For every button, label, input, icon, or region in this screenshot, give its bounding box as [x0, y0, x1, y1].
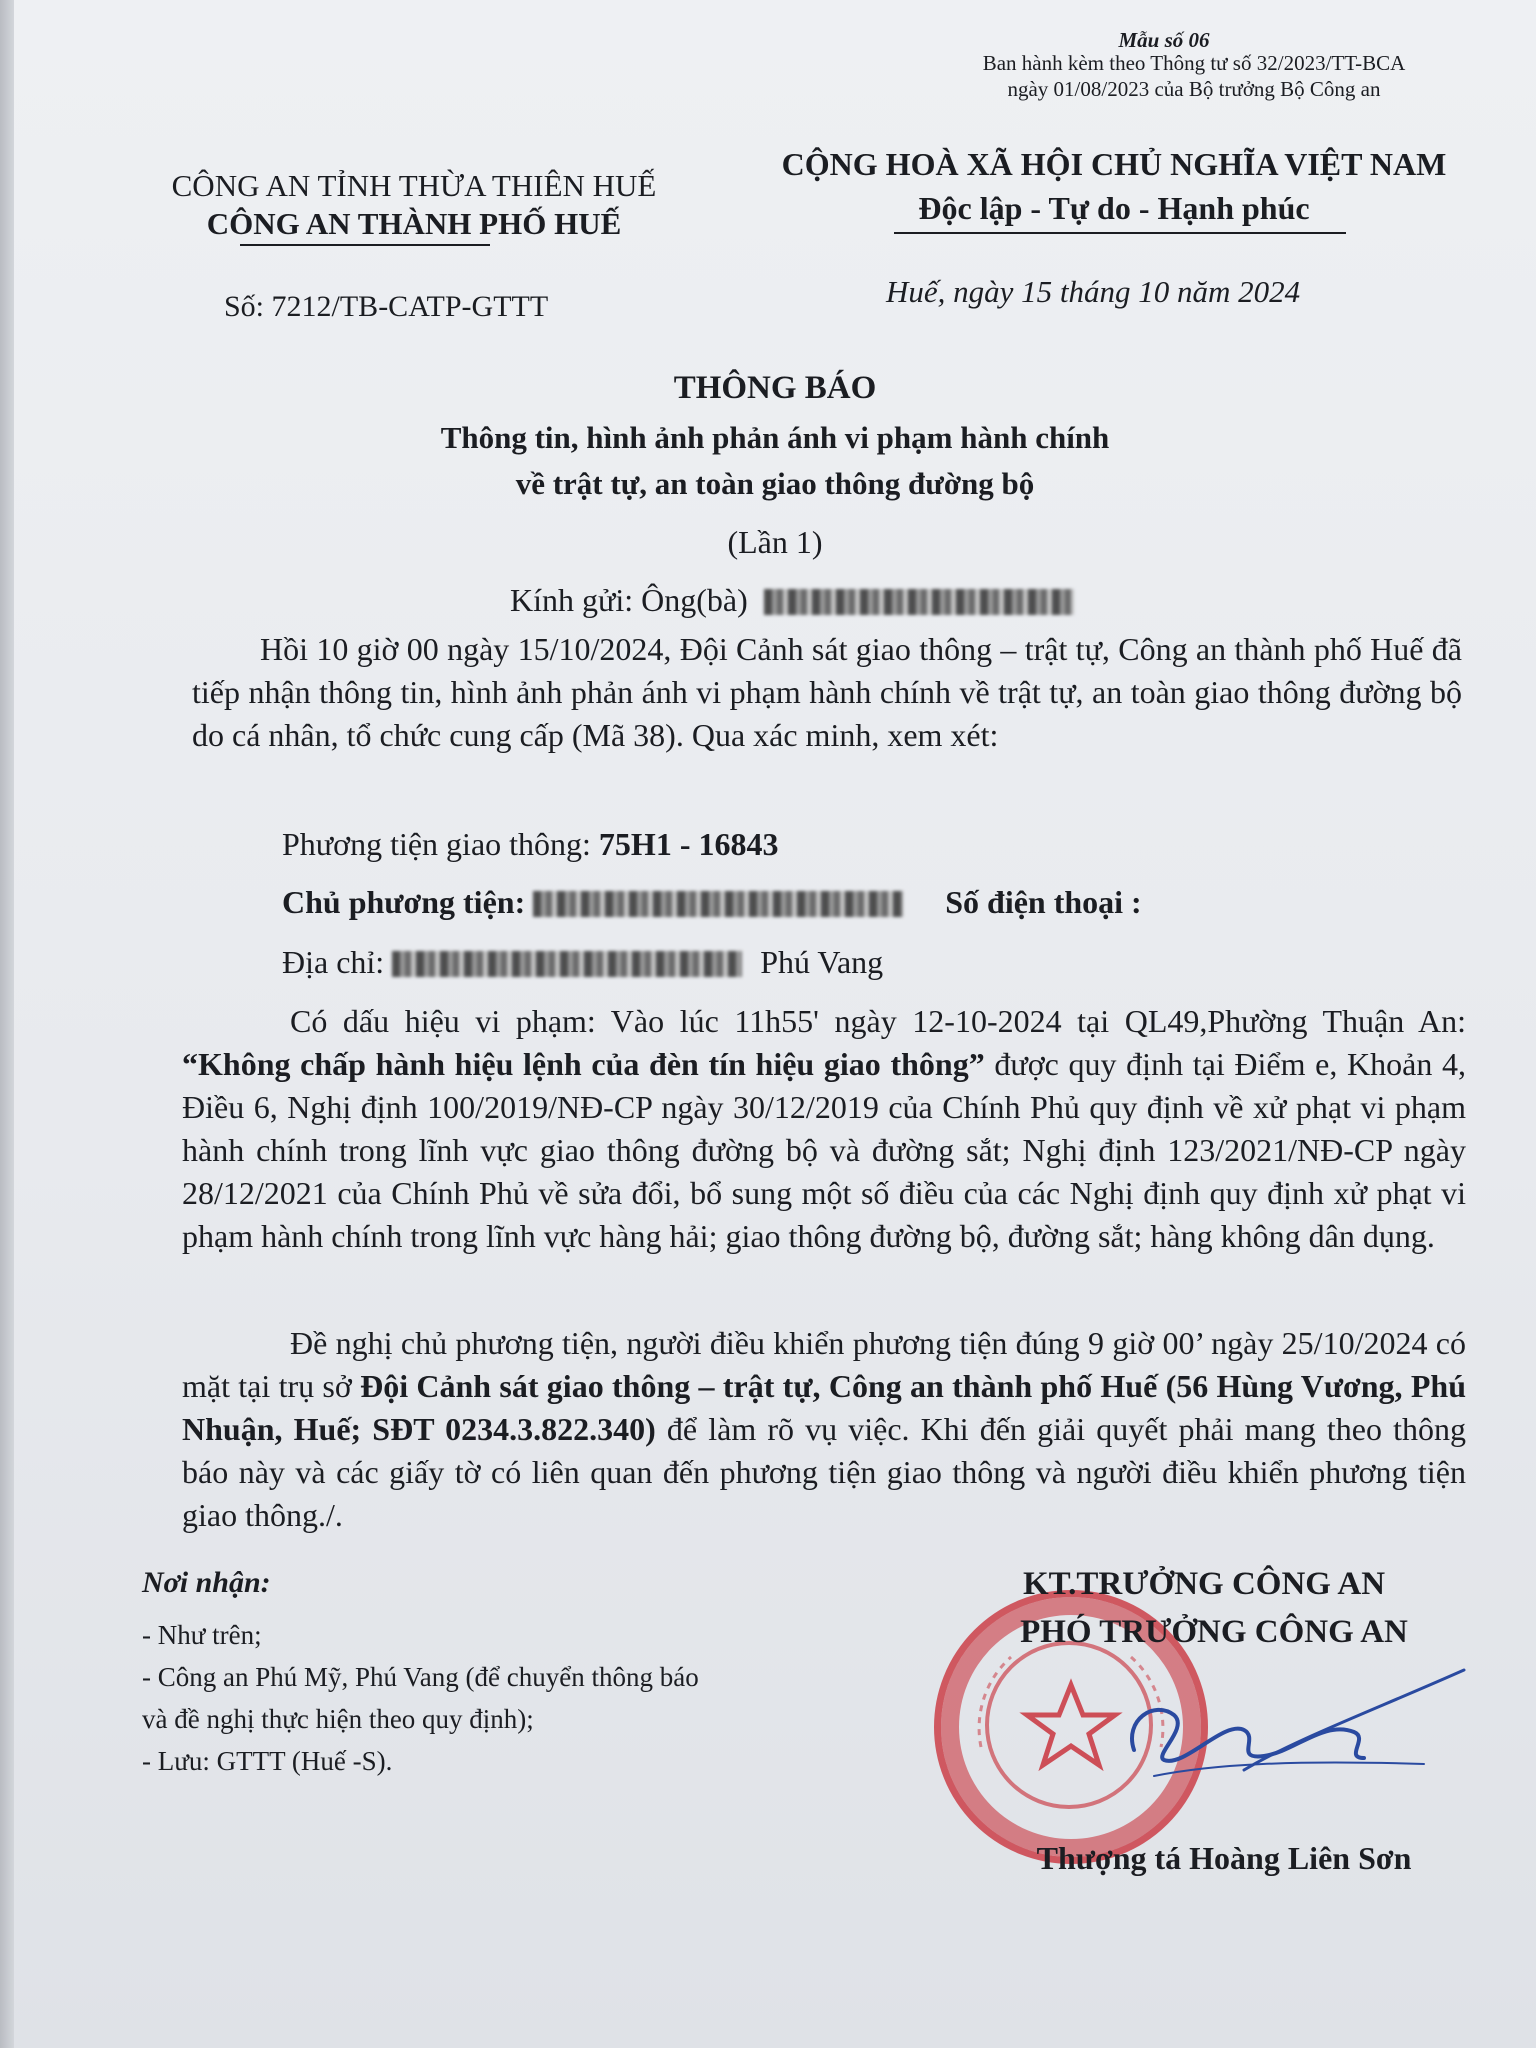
list-item: và đề nghị thực hiện theo quy định);	[142, 1704, 534, 1734]
list-item: - Như trên;	[142, 1620, 262, 1650]
place-date: Huế, ngày 15 tháng 10 năm 2024	[886, 274, 1301, 309]
agency-underline	[240, 244, 490, 246]
police-office-address: Đội Cảnh sát giao thông – trật tự, Công an thành phố Huế (56 Hùng Vương, Phú Nhuận, Huế; SĐT 0234.3.822.340)	[182, 1368, 1466, 1447]
signature-title-2: PHÓ TRƯỞNG CÔNG AN	[1020, 1614, 1408, 1650]
notice-subtitle-2: về trật tự, an toàn giao thông đường bộ	[515, 466, 1035, 501]
signer-name: Thượng tá Hoàng Liên Sơn	[1036, 1840, 1412, 1876]
vehicle-plate: 75H1 - 16843	[598, 826, 779, 862]
document-page	[14, 0, 1536, 2048]
notice-round: (Lần 1)	[727, 524, 823, 560]
nation-title: CỘNG HOÀ XÃ HỘI CHỦ NGHĨA VIỆT NAM	[781, 146, 1447, 182]
agency-parent: CÔNG AN TỈNH THỪA THIÊN HUẾ	[171, 168, 657, 203]
violation-quote: “Không chấp hành hiệu lệnh của đèn tín hiệu giao thông”	[182, 1046, 985, 1082]
address-line: Địa chỉ: Phú Vang	[282, 944, 884, 980]
handwritten-signature	[1094, 1660, 1474, 1800]
paragraph-receipt: Hồi 10 giờ 00 ngày 15/10/2024, Đội Cảnh sát giao thông – trật tự, Công an thành phố Huế đã tiếp nhận thông tin, hình ảnh phản ánh vi phạm hành chính về trật tự, an toàn giao thông đường bộ do cá nhân, tổ chức cung cấp (Mã 38). Qua xác minh, xem xét:	[192, 631, 1462, 753]
paragraph-violation: Có dấu hiệu vi phạm: Vào lúc 11h55' ngày 12-10-2024 tại QL49,Phường Thuận An: “Không chấp hành hiệu lệnh của đèn tín hiệu giao thông” được quy định tại Điểm e, Khoản 4, Điều 6, Nghị định 100/2019/NĐ-CP ngày 30/12/2019 của Chính Phủ quy định về xử phạt vi phạm hành chính trong lĩnh vực giao thông đường bộ và đường sắt; Nghị định 123/2021/NĐ-CP ngày 28/12/2021 của Chính Phủ về sửa đổi, bổ sung một số điều của các Nghị định quy định xử phạt vi phạm hành chính trong lĩnh vực hàng hải; giao thông đường bộ, đường sắt; hàng không dân dụng.	[182, 1003, 1467, 1254]
owner-line: Chủ phương tiện: Số điện thoại :	[282, 884, 1142, 920]
form-issued-with: Ban hành kèm theo Thông tư số 32/2023/TT-BCA	[982, 51, 1406, 75]
recipients-heading: Nơi nhận:	[142, 1566, 271, 1599]
recipient-line	[510, 580, 1074, 620]
agency-name: CÔNG AN THÀNH PHỐ HUẾ	[206, 206, 622, 241]
redacted-recipient-name	[764, 589, 1074, 615]
paragraph-request: Đề nghị chủ phương tiện, người điều khiển phương tiện đúng 9 giờ 00’ ngày 25/10/2024 có mặt tại trụ sở Đội Cảnh sát giao thông – trật tự, Công an thành phố Huế (56 Hùng Vương, Phú Nhuận, Huế; SĐT 0234.3.822.340) để làm rõ vụ việc. Khi đến giải quyết phải mang theo thông báo này và các giấy tờ có liên quan đến phương tiện giao thông và người điều khiển phương tiện giao thông./.	[182, 1325, 1467, 1533]
list-item: - Công an Phú Mỹ, Phú Vang (để chuyển thông báo	[142, 1662, 699, 1692]
phone-label: Số điện thoại :	[945, 884, 1142, 920]
signature-title-1: KT.TRƯỞNG CÔNG AN	[1022, 1566, 1386, 1602]
page-edge-shadow	[0, 0, 14, 2048]
redacted-owner-name	[533, 891, 903, 917]
motto-underline	[894, 232, 1346, 234]
recipients-list	[142, 1614, 699, 1782]
list-item: - Lưu: GTTT (Huế -S).	[142, 1746, 393, 1776]
vehicle-line: Phương tiện giao thông: 75H1 - 16843	[282, 826, 779, 862]
form-issued-date: ngày 01/08/2023 của Bộ trưởng Bộ Công an	[1007, 77, 1381, 101]
document-number: Số: 7212/TB-CATP-GTTT	[224, 290, 549, 323]
recipient-label: Kính gửi: Ông(bà)	[510, 582, 748, 618]
nation-motto: Độc lập - Tự do - Hạnh phúc	[918, 190, 1310, 226]
notice-title: THÔNG BÁO	[673, 370, 877, 406]
form-number: Mẫu số 06	[1118, 28, 1210, 52]
redacted-address	[392, 951, 742, 977]
notice-subtitle-1: Thông tin, hình ảnh phản ánh vi phạm hành chính	[440, 420, 1110, 455]
